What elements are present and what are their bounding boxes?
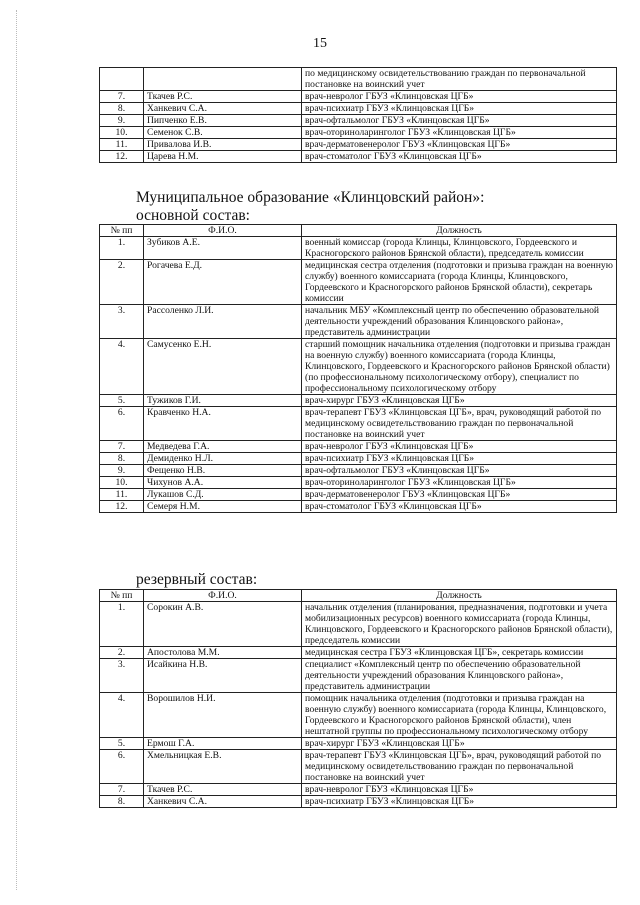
page-number: 15 bbox=[313, 36, 327, 51]
table-row bbox=[100, 127, 617, 139]
table-row bbox=[100, 738, 617, 750]
table-row bbox=[100, 602, 617, 647]
table-row bbox=[100, 453, 617, 465]
table-row bbox=[100, 501, 617, 513]
table-header-row bbox=[100, 225, 617, 237]
member-position: врач-оториноларинголог ГБУЗ «Клинцовская ЦГБ» bbox=[302, 127, 617, 139]
row-number: 9. bbox=[100, 465, 144, 477]
member-position: военный комиссар (города Клинцы, Клинцовского, Гордеевского и Красногорского районов Брянской области), председатель комиссии bbox=[302, 237, 617, 260]
table-row bbox=[100, 115, 617, 127]
header-num: № пп bbox=[100, 590, 144, 602]
table-row bbox=[100, 151, 617, 163]
table-row bbox=[100, 441, 617, 453]
member-position: врач-невролог ГБУЗ «Клинцовская ЦГБ» bbox=[302, 91, 617, 103]
member-position: врач-психиатр ГБУЗ «Клинцовская ЦГБ» bbox=[302, 453, 617, 465]
member-position: врач-дерматовенеролог ГБУЗ «Клинцовская ЦГБ» bbox=[302, 489, 617, 501]
member-position: врач-офтальмолог ГБУЗ «Клинцовская ЦГБ» bbox=[302, 465, 617, 477]
table-row bbox=[100, 784, 617, 796]
row-number: 1. bbox=[100, 602, 144, 647]
row-number: 11. bbox=[100, 139, 144, 151]
member-name: Сорокин А.В. bbox=[144, 602, 302, 647]
member-name: Семеря Н.М. bbox=[144, 501, 302, 513]
member-name: Чихунов А.А. bbox=[144, 477, 302, 489]
table-row bbox=[100, 103, 617, 115]
member-name: Ханкевич С.А. bbox=[144, 796, 302, 808]
row-number: 2. bbox=[100, 260, 144, 305]
table-row bbox=[100, 305, 617, 339]
member-name: Ткачев Р.С. bbox=[144, 784, 302, 796]
row-number: 2. bbox=[100, 647, 144, 659]
section-title: Муниципальное образование «Клинцовский район»: bbox=[136, 189, 485, 206]
member-position: врач-стоматолог ГБУЗ «Клинцовская ЦГБ» bbox=[302, 151, 617, 163]
main-composition-table bbox=[99, 224, 617, 513]
member-position: специалист «Комплексный центр по обеспечению образовательной деятельности учреждений образования Клинцовского района», представитель администрации bbox=[302, 659, 617, 693]
row-number: 7. bbox=[100, 441, 144, 453]
member-name: Лукашов С.Д. bbox=[144, 489, 302, 501]
table-row bbox=[100, 91, 617, 103]
table-row bbox=[100, 139, 617, 151]
row-number: 5. bbox=[100, 395, 144, 407]
member-position: врач-невролог ГБУЗ «Клинцовская ЦГБ» bbox=[302, 441, 617, 453]
member-position: медицинская сестра отделения (подготовки и призыва граждан на военную службу) военного комиссариата (города Клинцы, Клинцовского, Гордеевского и Красногорского районов Брянской области), секретарь комиссии bbox=[302, 260, 617, 305]
header-name: Ф.И.О. bbox=[144, 590, 302, 602]
member-name: Ханкевич С.А. bbox=[144, 103, 302, 115]
member-position: врач-невролог ГБУЗ «Клинцовская ЦГБ» bbox=[302, 784, 617, 796]
reserve-composition-table bbox=[99, 589, 617, 808]
table-row bbox=[100, 796, 617, 808]
member-position: врач-хирург ГБУЗ «Клинцовская ЦГБ» bbox=[302, 395, 617, 407]
row-number: 8. bbox=[100, 453, 144, 465]
table-row bbox=[100, 407, 617, 441]
member-position: начальник МБУ «Комплексный центр по обеспечению образовательной деятельности учреждений образования Клинцовского района», представитель администрации bbox=[302, 305, 617, 339]
header-role: Должность bbox=[302, 225, 617, 237]
member-position: по медицинскому освидетельствованию граждан по первоначальной постановке на воинский учет bbox=[302, 68, 617, 91]
row-number: 5. bbox=[100, 738, 144, 750]
member-name: Апостолова М.М. bbox=[144, 647, 302, 659]
member-name: Ворошилов Н.И. bbox=[144, 693, 302, 738]
row-number: 9. bbox=[100, 115, 144, 127]
member-name: Кравченко Н.А. bbox=[144, 407, 302, 441]
row-number: 3. bbox=[100, 305, 144, 339]
member-name: Зубиков А.Е. bbox=[144, 237, 302, 260]
member-position: врач-стоматолог ГБУЗ «Клинцовская ЦГБ» bbox=[302, 501, 617, 513]
member-name: Ткачев Р.С. bbox=[144, 91, 302, 103]
row-number: 1. bbox=[100, 237, 144, 260]
member-name: Тужиков Г.И. bbox=[144, 395, 302, 407]
members-table-continuation bbox=[99, 67, 617, 163]
table-row bbox=[100, 693, 617, 738]
member-name: Демиденко Н.Л. bbox=[144, 453, 302, 465]
reserve-composition-title: резервный состав: bbox=[136, 571, 258, 588]
header-num: № пп bbox=[100, 225, 144, 237]
member-name: Самусенко Е.Н. bbox=[144, 339, 302, 395]
row-number bbox=[100, 68, 144, 91]
row-number: 10. bbox=[100, 477, 144, 489]
table-row bbox=[100, 659, 617, 693]
row-number: 12. bbox=[100, 501, 144, 513]
row-number: 4. bbox=[100, 693, 144, 738]
member-name: Хмельницкая Е.В. bbox=[144, 750, 302, 784]
table-row bbox=[100, 465, 617, 477]
member-name: Семенок С.В. bbox=[144, 127, 302, 139]
table-row bbox=[100, 750, 617, 784]
member-name: Рассоленко Л.И. bbox=[144, 305, 302, 339]
table-row bbox=[100, 339, 617, 395]
member-name: Ермош Г.А. bbox=[144, 738, 302, 750]
row-number: 8. bbox=[100, 796, 144, 808]
member-name: Пипченко Е.В. bbox=[144, 115, 302, 127]
main-composition-title: основной состав: bbox=[136, 207, 250, 224]
row-number: 7. bbox=[100, 91, 144, 103]
member-position: врач-хирург ГБУЗ «Клинцовская ЦГБ» bbox=[302, 738, 617, 750]
row-number: 12. bbox=[100, 151, 144, 163]
member-name: Царева Н.М. bbox=[144, 151, 302, 163]
member-name: Исайкина Н.В. bbox=[144, 659, 302, 693]
member-position: врач-оториноларинголог ГБУЗ «Клинцовская ЦГБ» bbox=[302, 477, 617, 489]
member-position: начальник отделения (планирования, предназначения, подготовки и учета мобилизационных ресурсов) военного комиссариата (города Клинцы, Клинцовского, Гордеевского и Красногорского районов Брянской области), председатель комиссии bbox=[302, 602, 617, 647]
table-row bbox=[100, 260, 617, 305]
row-number: 8. bbox=[100, 103, 144, 115]
scan-margin-line bbox=[16, 10, 19, 890]
table-row bbox=[100, 237, 617, 260]
table-row bbox=[100, 477, 617, 489]
member-position: медицинская сестра ГБУЗ «Клинцовская ЦГБ», секретарь комиссии bbox=[302, 647, 617, 659]
member-name: Фещенко Н.В. bbox=[144, 465, 302, 477]
row-number: 4. bbox=[100, 339, 144, 395]
header-role: Должность bbox=[302, 590, 617, 602]
member-name: Привалова И.В. bbox=[144, 139, 302, 151]
row-number: 3. bbox=[100, 659, 144, 693]
table-row bbox=[100, 68, 617, 91]
table-row bbox=[100, 395, 617, 407]
member-position: врач-психиатр ГБУЗ «Клинцовская ЦГБ» bbox=[302, 103, 617, 115]
row-number: 6. bbox=[100, 407, 144, 441]
row-number: 6. bbox=[100, 750, 144, 784]
row-number: 7. bbox=[100, 784, 144, 796]
member-name bbox=[144, 68, 302, 91]
member-name: Медведева Г.А. bbox=[144, 441, 302, 453]
table-row bbox=[100, 489, 617, 501]
header-name: Ф.И.О. bbox=[144, 225, 302, 237]
member-position: врач-дерматовенеролог ГБУЗ «Клинцовская ЦГБ» bbox=[302, 139, 617, 151]
member-position: врач-терапевт ГБУЗ «Клинцовская ЦГБ», врач, руководящий работой по медицинскому освидетельствованию граждан по первоначальной постановке на воинский учет bbox=[302, 407, 617, 441]
row-number: 10. bbox=[100, 127, 144, 139]
member-position: помощник начальника отделения (подготовки и призыва граждан на военную службу) военного комиссариата (города Клинцы, Клинцовского, Гордеевского и Красногорского районов Брянской области), член нештатной группы по профессиональному психологическому отбору bbox=[302, 693, 617, 738]
member-name: Рогачева Е.Д. bbox=[144, 260, 302, 305]
member-position: врач-офтальмолог ГБУЗ «Клинцовская ЦГБ» bbox=[302, 115, 617, 127]
row-number: 11. bbox=[100, 489, 144, 501]
table-header-row bbox=[100, 590, 617, 602]
member-position: старший помощник начальника отделения (подготовки и призыва граждан на военную службу) военного комиссариата (города Клинцы, Клинцовского, Гордеевского и Красногорского районов Брянской области) (по профессиональному психологическому отбору), специалист по профессиональному психологическому отбору bbox=[302, 339, 617, 395]
member-position: врач-терапевт ГБУЗ «Клинцовская ЦГБ», врач, руководящий работой по медицинскому освидетельствованию граждан по первоначальной постановке на воинский учет bbox=[302, 750, 617, 784]
member-position: врач-психиатр ГБУЗ «Клинцовская ЦГБ» bbox=[302, 796, 617, 808]
table-row bbox=[100, 647, 617, 659]
